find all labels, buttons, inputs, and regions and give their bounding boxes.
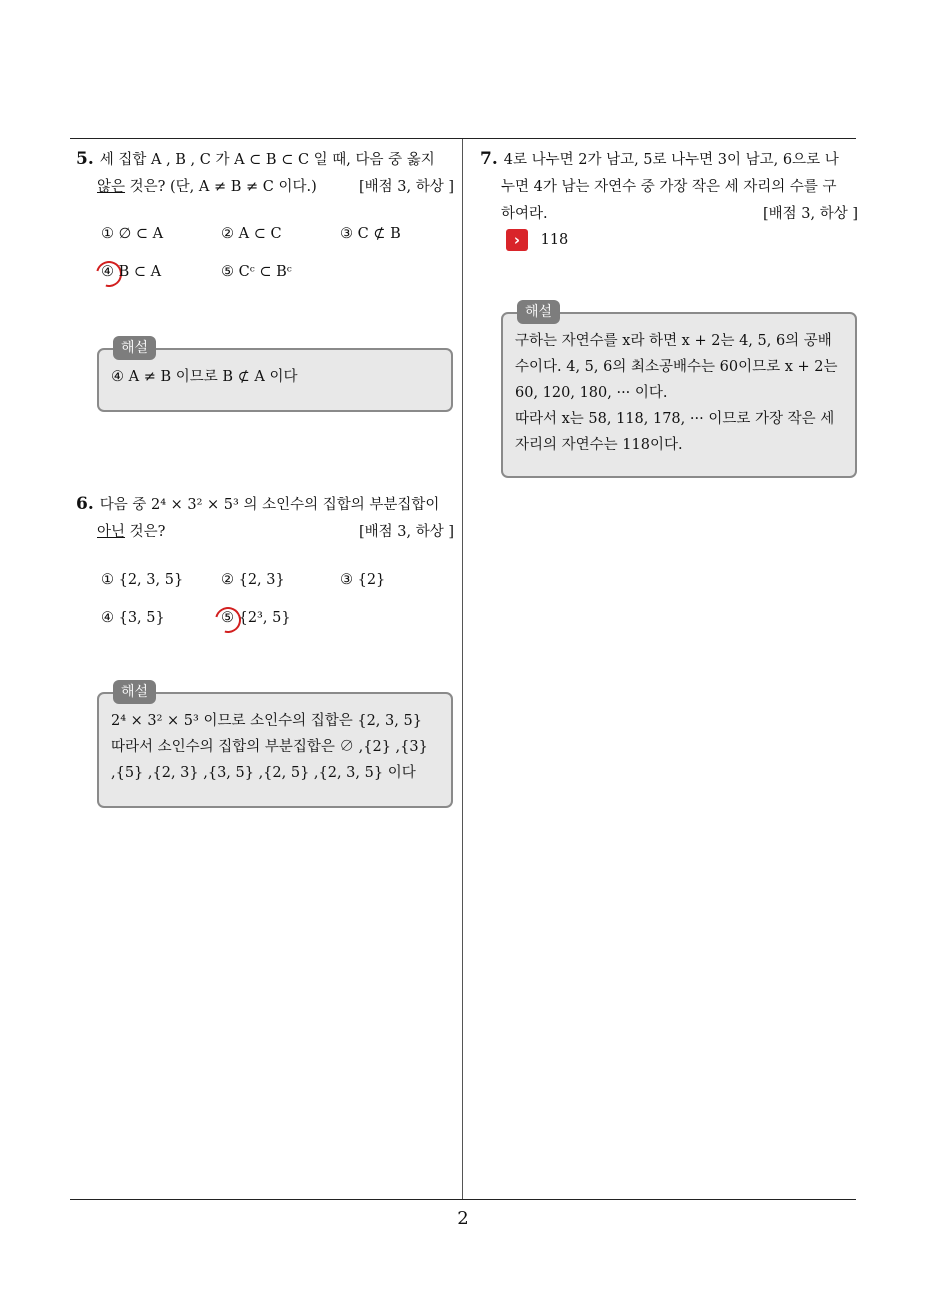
solution-tag: 해설 xyxy=(113,336,156,360)
question-6 xyxy=(76,491,454,546)
question-text: 것은? xyxy=(125,524,166,540)
question-number: 7. xyxy=(480,149,498,169)
solution-line: 수이다. 4, 5, 6의 최소공배수는 60이므로 x + 2는 xyxy=(515,359,838,375)
solution-line: 60, 120, 180, ··· 이다. xyxy=(515,385,668,401)
underlined-word: 아닌 xyxy=(97,524,126,540)
question-text: 하여라. xyxy=(501,206,548,222)
choice-5[interactable]: ⑤ Cᶜ ⊂ Bᶜ xyxy=(221,264,292,280)
q7-solution-box xyxy=(501,304,857,478)
question-text: 세 집합 A , B , C 가 A ⊂ B ⊂ C 일 때, 다음 중 옳지 xyxy=(99,152,435,168)
q7-answer xyxy=(506,229,568,251)
q5-choices xyxy=(101,226,461,306)
solution-line: 따라서 x는 58, 118, 178, ··· 이므로 가장 작은 세 xyxy=(515,411,835,427)
choice-3[interactable]: ③ C ⊄ B xyxy=(340,226,401,242)
answer-value: 118 xyxy=(540,232,569,248)
solution-line: 2⁴ × 3² × 5³ 이므로 소인수의 집합은 {2, 3, 5} xyxy=(111,713,422,729)
points-label: [배점 3, 하상 ] xyxy=(358,524,454,540)
solution-line: 자리의 자연수는 118이다. xyxy=(515,437,683,453)
solution-line: 구하는 자연수를 x라 하면 x + 2는 4, 5, 6의 공배 xyxy=(515,333,832,349)
question-text: 누면 4가 남는 자연수 중 가장 작은 세 자리의 수를 구 xyxy=(501,179,837,195)
question-number: 5. xyxy=(76,149,94,169)
choice-2[interactable]: ② A ⊂ C xyxy=(221,226,282,242)
question-5 xyxy=(76,146,454,201)
choice-1[interactable]: ① {2, 3, 5} xyxy=(101,572,184,588)
bottom-rule xyxy=(70,1199,856,1200)
choice-4[interactable]: ④ B ⊂ A xyxy=(101,264,162,280)
question-text: 것은? (단, A ≠ B ≠ C 이다.) xyxy=(125,179,317,195)
column-divider xyxy=(462,139,463,1200)
solution-line: 따라서 소인수의 집합의 부분집합은 ∅ ,{2} ,{3} xyxy=(111,739,428,755)
chevron-right-icon: › xyxy=(506,229,528,251)
question-text: 4로 나누면 2가 남고, 5로 나누면 3이 남고, 6으로 나 xyxy=(503,152,839,168)
solution-line: ,{5} ,{2, 3} ,{3, 5} ,{2, 5} ,{2, 3, 5} 이다 xyxy=(111,765,416,781)
choice-5[interactable]: ⑤ {2³, 5} xyxy=(221,610,291,626)
choice-1[interactable]: ① ∅ ⊂ A xyxy=(101,226,164,242)
points-label: [배점 3, 하상 ] xyxy=(358,179,454,195)
choice-2[interactable]: ② {2, 3} xyxy=(221,572,285,588)
solution-tag: 해설 xyxy=(517,300,560,324)
question-7 xyxy=(480,146,858,228)
q6-choices xyxy=(101,572,461,652)
solution-text: ④ A ≠ B 이므로 B ⊄ A 이다 xyxy=(111,369,298,385)
question-number: 6. xyxy=(76,494,94,514)
choice-4[interactable]: ④ {3, 5} xyxy=(101,610,165,626)
top-rule xyxy=(70,138,856,139)
question-text: 다음 중 2⁴ × 3² × 5³ 의 소인수의 집합의 부분집합이 xyxy=(99,497,440,513)
underlined-word: 않은 xyxy=(97,179,126,195)
points-label: [배점 3, 하상 ] xyxy=(762,206,858,222)
page-number: 2 xyxy=(457,1208,469,1229)
q5-solution-box xyxy=(97,340,453,412)
solution-tag: 해설 xyxy=(113,680,156,704)
choice-3[interactable]: ③ {2} xyxy=(340,572,386,588)
q6-solution-box xyxy=(97,684,453,808)
